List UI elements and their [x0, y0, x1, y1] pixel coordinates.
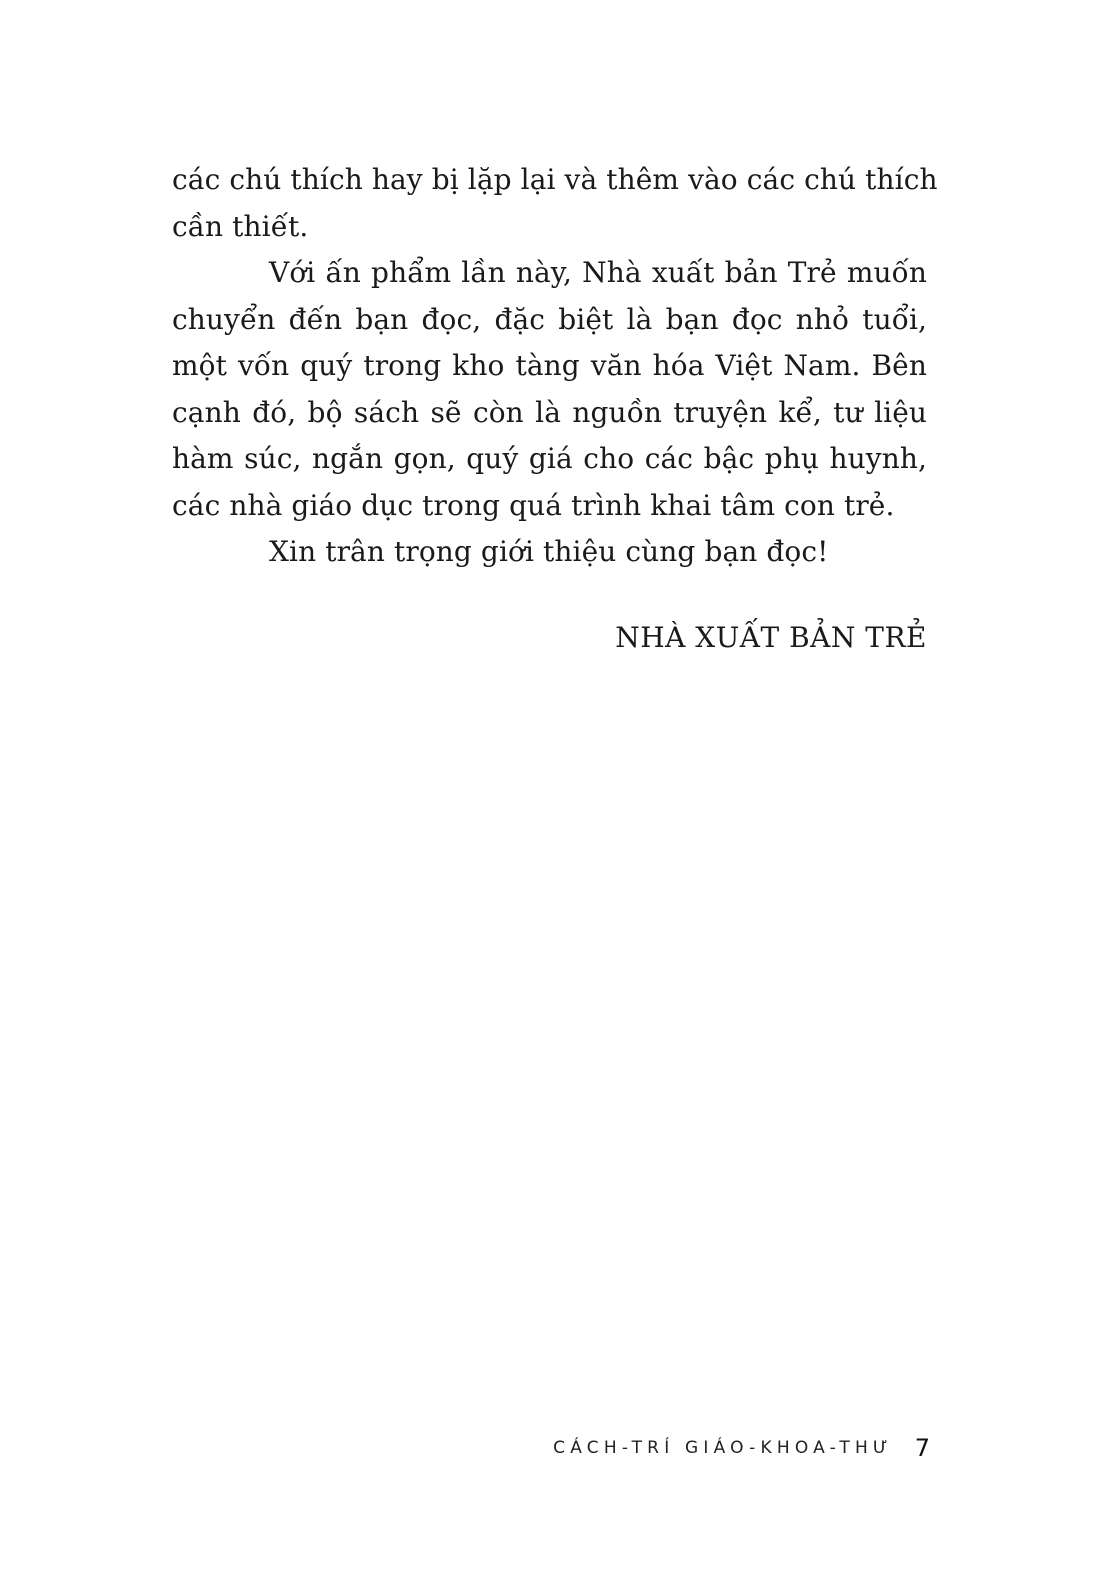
paragraph-line: chuyển đến bạn đọc, đặc biệt là bạn đọc nhỏ tuổi,	[172, 302, 927, 336]
publisher-signature: NHÀ XUẤT BẢN TRẺ	[615, 621, 927, 654]
paragraph-line: Xin trân trọng giới thiệu cùng bạn đọc!	[269, 535, 829, 568]
paragraph-line: các chú thích hay bị lặp lại và thêm vào các chú thích	[172, 163, 938, 196]
paragraph-line: cạnh đó, bộ sách sẽ còn là nguồn truyện kể, tư liệu	[172, 395, 927, 429]
paragraph-line: hàm súc, ngắn gọn, quý giá cho các bậc phụ huynh,	[172, 442, 927, 475]
paragraph-line: một vốn quý trong kho tàng văn hóa Việt Nam. Bên	[172, 349, 927, 382]
paragraph-line: cần thiết.	[172, 209, 309, 243]
paragraph-line: các nhà giáo dục trong quá trình khai tâm con trẻ.	[172, 488, 895, 522]
page-number: 7	[914, 1434, 930, 1462]
page-footer	[430, 1428, 930, 1468]
body-text	[172, 157, 938, 576]
running-head: CÁCH-TRÍ GIÁO-KHOA-THƯ	[553, 1438, 893, 1458]
paragraph-line: Với ấn phẩm lần này, Nhà xuất bản Trẻ muốn	[269, 256, 927, 289]
